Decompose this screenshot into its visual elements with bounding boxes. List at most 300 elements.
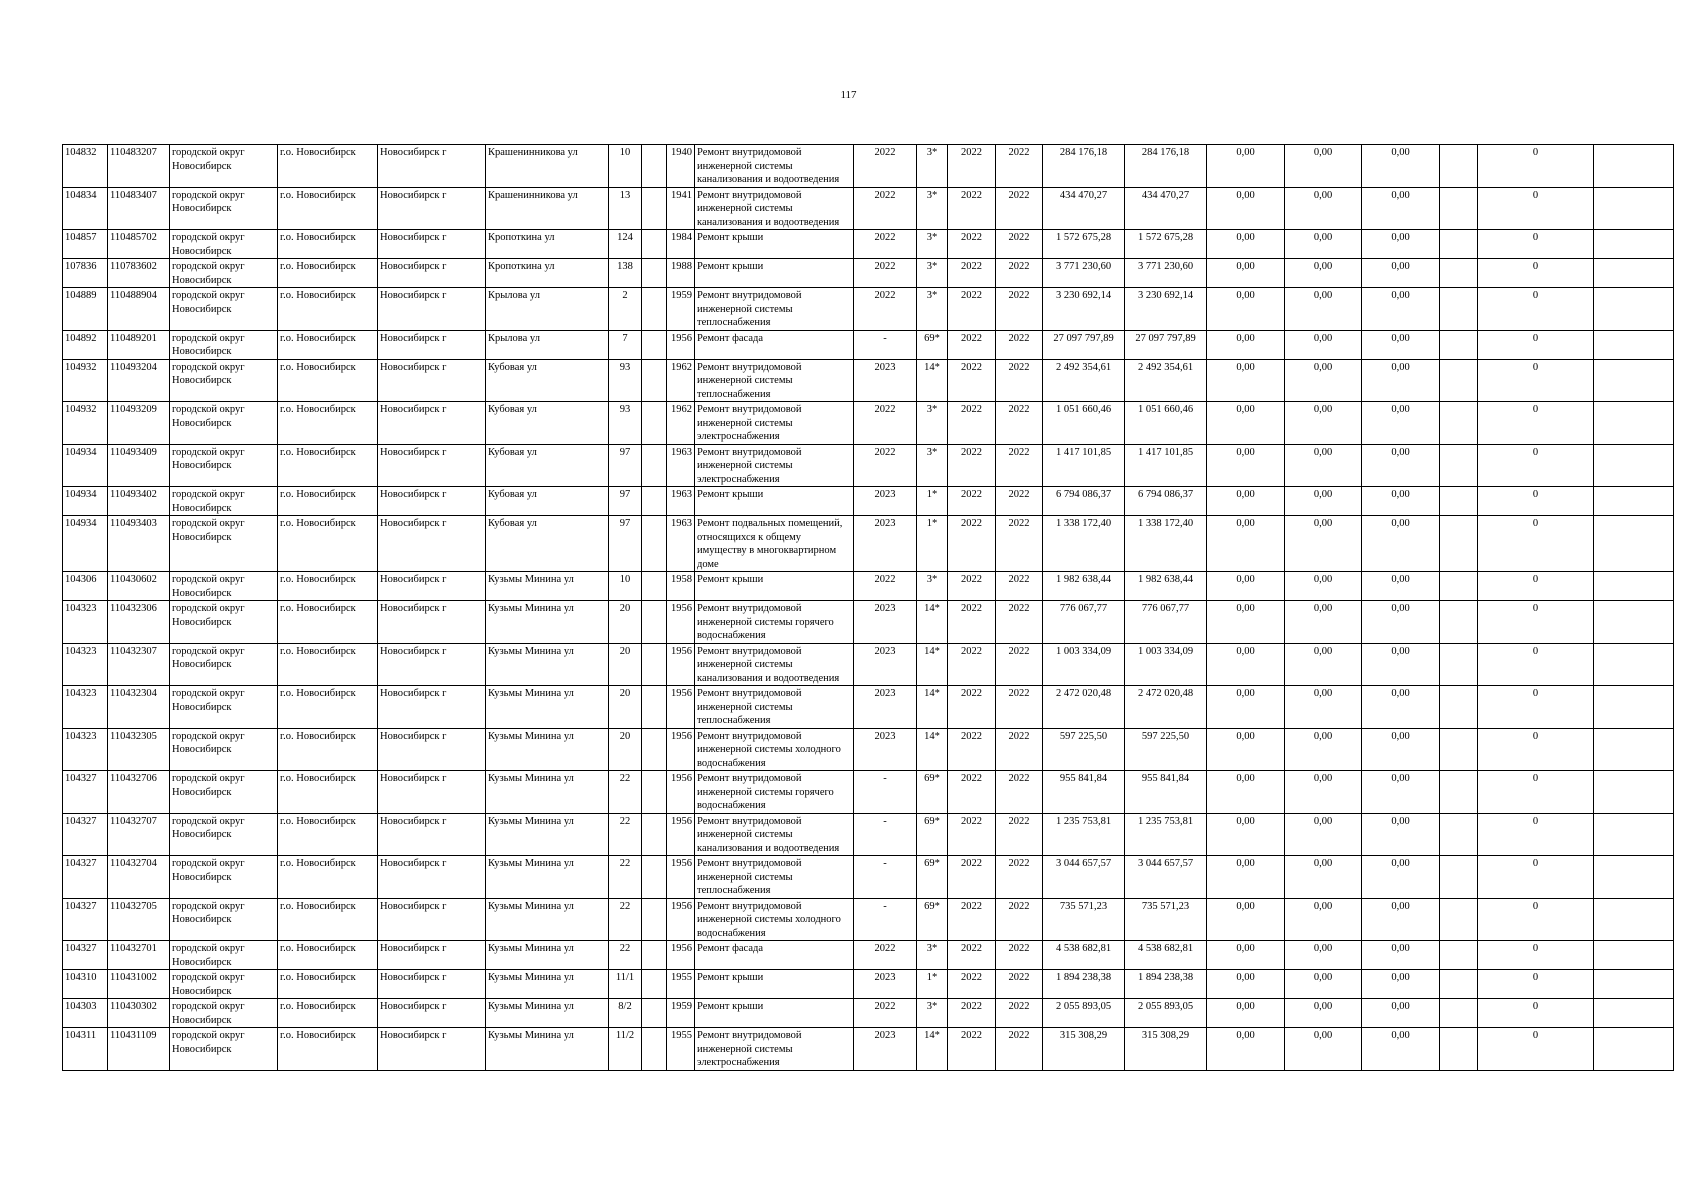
cell-end-year: 2022 — [996, 444, 1043, 487]
cell-finance-4 — [1440, 898, 1478, 941]
cell-finance-6 — [1594, 487, 1674, 516]
cell-finance-1: 0,00 — [1207, 728, 1285, 771]
cell-finance-5: 0 — [1478, 516, 1594, 572]
cell-building — [642, 145, 667, 188]
cell-plan-year: 2022 — [854, 145, 917, 188]
cell-municipality: г.о. Новосибирск — [278, 444, 378, 487]
cell-start-year: 2022 — [948, 444, 996, 487]
cell-street: Кубовая ул — [486, 487, 609, 516]
cell-settlement: Новосибирск г — [378, 643, 486, 686]
cell-finance-3: 0,00 — [1362, 898, 1440, 941]
cell-finance-5: 0 — [1478, 601, 1594, 644]
cell-plan-year: 2023 — [854, 728, 917, 771]
cell-id: 104892 — [63, 330, 108, 359]
cell-building — [642, 999, 667, 1028]
cell-year: 1955 — [667, 1028, 695, 1071]
cell-finance-5: 0 — [1478, 999, 1594, 1028]
cell-house: 93 — [609, 359, 642, 402]
cell-street: Кропоткина ул — [486, 230, 609, 259]
table-row — [63, 288, 1674, 331]
cell-year: 1956 — [667, 601, 695, 644]
cell-district: городской округ Новосибирск — [170, 601, 278, 644]
cell-finance-4 — [1440, 145, 1478, 188]
cell-house: 22 — [609, 941, 642, 970]
cell-district: городской округ Новосибирск — [170, 444, 278, 487]
cell-finance-2: 0,00 — [1285, 516, 1362, 572]
cell-id: 104323 — [63, 686, 108, 729]
cell-year: 1956 — [667, 856, 695, 899]
cell-note: 3* — [917, 572, 948, 601]
cell-finance-2: 0,00 — [1285, 487, 1362, 516]
cell-end-year: 2022 — [996, 359, 1043, 402]
cell-total-cost: 1 982 638,44 — [1043, 572, 1125, 601]
cell-finance-1: 0,00 — [1207, 898, 1285, 941]
cell-building — [642, 941, 667, 970]
cell-building — [642, 402, 667, 445]
cell-finance-3: 0,00 — [1362, 771, 1440, 814]
cell-year: 1956 — [667, 686, 695, 729]
cell-total-cost: 3 044 657,57 — [1043, 856, 1125, 899]
cell-finance-2: 0,00 — [1285, 330, 1362, 359]
cell-district: городской округ Новосибирск — [170, 813, 278, 856]
cell-finance-5: 0 — [1478, 402, 1594, 445]
cell-code: 110485702 — [108, 230, 170, 259]
cell-start-year: 2022 — [948, 145, 996, 188]
cell-note: 3* — [917, 230, 948, 259]
cell-start-year: 2022 — [948, 728, 996, 771]
cell-street: Кубовая ул — [486, 444, 609, 487]
cell-finance-5: 0 — [1478, 1028, 1594, 1071]
cell-code: 110431109 — [108, 1028, 170, 1071]
cell-finance-5: 0 — [1478, 288, 1594, 331]
table-row — [63, 898, 1674, 941]
cell-finance-4 — [1440, 601, 1478, 644]
cell-end-year: 2022 — [996, 230, 1043, 259]
cell-id: 104311 — [63, 1028, 108, 1071]
cell-end-year: 2022 — [996, 999, 1043, 1028]
cell-plan-year: - — [854, 771, 917, 814]
cell-total-cost: 2 472 020,48 — [1043, 686, 1125, 729]
table-row — [63, 145, 1674, 188]
cell-plan-year: - — [854, 898, 917, 941]
cell-district: городской округ Новосибирск — [170, 941, 278, 970]
cell-end-year: 2022 — [996, 288, 1043, 331]
cell-work-type: Ремонт крыши — [695, 999, 854, 1028]
cell-id: 104834 — [63, 187, 108, 230]
cell-settlement: Новосибирск г — [378, 1028, 486, 1071]
cell-finance-6 — [1594, 516, 1674, 572]
cell-end-year: 2022 — [996, 601, 1043, 644]
cell-street: Кузьмы Минина ул — [486, 686, 609, 729]
cell-finance-6 — [1594, 941, 1674, 970]
cell-settlement: Новосибирск г — [378, 999, 486, 1028]
cell-building — [642, 970, 667, 999]
page-number: 117 — [840, 89, 857, 101]
cell-code: 110483207 — [108, 145, 170, 188]
cell-plan-year: 2023 — [854, 686, 917, 729]
cell-note: 1* — [917, 516, 948, 572]
cell-finance-6 — [1594, 330, 1674, 359]
cell-street: Кубовая ул — [486, 516, 609, 572]
cell-house: 11/1 — [609, 970, 642, 999]
cell-code: 110432707 — [108, 813, 170, 856]
table-row — [63, 601, 1674, 644]
cell-total-cost: 2 492 354,61 — [1043, 359, 1125, 402]
cell-street: Кузьмы Минина ул — [486, 572, 609, 601]
cell-finance-4 — [1440, 643, 1478, 686]
cell-total-cost: 597 225,50 — [1043, 728, 1125, 771]
cell-year: 1956 — [667, 771, 695, 814]
cell-finance-1: 0,00 — [1207, 572, 1285, 601]
cell-finance-3: 0,00 — [1362, 288, 1440, 331]
cell-finance-2: 0,00 — [1285, 444, 1362, 487]
cell-year: 1956 — [667, 941, 695, 970]
cell-code: 110430302 — [108, 999, 170, 1028]
cell-street: Крылова ул — [486, 330, 609, 359]
cell-plan-year: 2022 — [854, 288, 917, 331]
cell-id: 104306 — [63, 572, 108, 601]
cell-district: городской округ Новосибирск — [170, 856, 278, 899]
cell-end-year: 2022 — [996, 970, 1043, 999]
cell-finance-2: 0,00 — [1285, 601, 1362, 644]
cell-finance-2: 0,00 — [1285, 771, 1362, 814]
cell-finance-1: 0,00 — [1207, 856, 1285, 899]
cell-plan-year: - — [854, 813, 917, 856]
cell-finance-4 — [1440, 402, 1478, 445]
cell-start-year: 2022 — [948, 941, 996, 970]
repair-registry-table — [62, 144, 1674, 1071]
cell-house: 7 — [609, 330, 642, 359]
cell-finance-4 — [1440, 359, 1478, 402]
table-row — [63, 516, 1674, 572]
cell-finance-6 — [1594, 187, 1674, 230]
cell-municipality: г.о. Новосибирск — [278, 999, 378, 1028]
cell-finance-2: 0,00 — [1285, 728, 1362, 771]
cell-finance-2: 0,00 — [1285, 359, 1362, 402]
cell-fund-cost: 2 492 354,61 — [1125, 359, 1207, 402]
cell-plan-year: - — [854, 856, 917, 899]
cell-id: 104323 — [63, 643, 108, 686]
cell-work-type: Ремонт крыши — [695, 259, 854, 288]
cell-district: городской округ Новосибирск — [170, 259, 278, 288]
cell-building — [642, 572, 667, 601]
cell-finance-6 — [1594, 1028, 1674, 1071]
cell-total-cost: 1 003 334,09 — [1043, 643, 1125, 686]
cell-finance-3: 0,00 — [1362, 402, 1440, 445]
cell-district: городской округ Новосибирск — [170, 402, 278, 445]
cell-finance-4 — [1440, 970, 1478, 999]
cell-year: 1984 — [667, 230, 695, 259]
cell-plan-year: 2022 — [854, 444, 917, 487]
cell-start-year: 2022 — [948, 771, 996, 814]
cell-id: 104932 — [63, 359, 108, 402]
cell-total-cost: 4 538 682,81 — [1043, 941, 1125, 970]
cell-district: городской округ Новосибирск — [170, 1028, 278, 1071]
cell-street: Кузьмы Минина ул — [486, 813, 609, 856]
cell-building — [642, 187, 667, 230]
cell-total-cost: 776 067,77 — [1043, 601, 1125, 644]
cell-finance-3: 0,00 — [1362, 516, 1440, 572]
cell-municipality: г.о. Новосибирск — [278, 572, 378, 601]
cell-building — [642, 259, 667, 288]
cell-street: Кузьмы Минина ул — [486, 643, 609, 686]
cell-finance-1: 0,00 — [1207, 516, 1285, 572]
cell-settlement: Новосибирск г — [378, 601, 486, 644]
cell-finance-4 — [1440, 187, 1478, 230]
cell-finance-4 — [1440, 487, 1478, 516]
cell-end-year: 2022 — [996, 686, 1043, 729]
cell-settlement: Новосибирск г — [378, 941, 486, 970]
cell-finance-1: 0,00 — [1207, 145, 1285, 188]
cell-finance-3: 0,00 — [1362, 813, 1440, 856]
cell-municipality: г.о. Новосибирск — [278, 487, 378, 516]
cell-start-year: 2022 — [948, 1028, 996, 1071]
cell-finance-5: 0 — [1478, 145, 1594, 188]
cell-start-year: 2022 — [948, 330, 996, 359]
cell-settlement: Новосибирск г — [378, 686, 486, 729]
cell-work-type: Ремонт внутридомовой инженерной системы канализования и водоотведения — [695, 643, 854, 686]
table-row — [63, 402, 1674, 445]
cell-end-year: 2022 — [996, 898, 1043, 941]
cell-municipality: г.о. Новосибирск — [278, 643, 378, 686]
cell-finance-6 — [1594, 856, 1674, 899]
cell-code: 110493403 — [108, 516, 170, 572]
cell-code: 110493402 — [108, 487, 170, 516]
cell-finance-4 — [1440, 259, 1478, 288]
cell-end-year: 2022 — [996, 941, 1043, 970]
cell-finance-1: 0,00 — [1207, 359, 1285, 402]
cell-plan-year: 2023 — [854, 601, 917, 644]
cell-code: 110783602 — [108, 259, 170, 288]
cell-street: Кузьмы Минина ул — [486, 728, 609, 771]
cell-finance-3: 0,00 — [1362, 487, 1440, 516]
cell-start-year: 2022 — [948, 970, 996, 999]
cell-finance-2: 0,00 — [1285, 970, 1362, 999]
cell-finance-5: 0 — [1478, 187, 1594, 230]
cell-note: 69* — [917, 813, 948, 856]
cell-finance-5: 0 — [1478, 643, 1594, 686]
cell-end-year: 2022 — [996, 487, 1043, 516]
cell-finance-6 — [1594, 145, 1674, 188]
cell-finance-4 — [1440, 941, 1478, 970]
cell-finance-2: 0,00 — [1285, 898, 1362, 941]
cell-building — [642, 516, 667, 572]
cell-fund-cost: 597 225,50 — [1125, 728, 1207, 771]
cell-year: 1956 — [667, 898, 695, 941]
cell-plan-year: 2023 — [854, 643, 917, 686]
cell-municipality: г.о. Новосибирск — [278, 259, 378, 288]
cell-house: 22 — [609, 771, 642, 814]
cell-code: 110493209 — [108, 402, 170, 445]
cell-house: 138 — [609, 259, 642, 288]
cell-year: 1963 — [667, 444, 695, 487]
cell-fund-cost: 1 572 675,28 — [1125, 230, 1207, 259]
cell-year: 1956 — [667, 813, 695, 856]
cell-fund-cost: 434 470,27 — [1125, 187, 1207, 230]
cell-year: 1962 — [667, 359, 695, 402]
cell-finance-6 — [1594, 402, 1674, 445]
cell-district: городской округ Новосибирск — [170, 288, 278, 331]
cell-street: Кропоткина ул — [486, 259, 609, 288]
table-row — [63, 330, 1674, 359]
cell-finance-3: 0,00 — [1362, 444, 1440, 487]
cell-finance-5: 0 — [1478, 813, 1594, 856]
cell-settlement: Новосибирск г — [378, 230, 486, 259]
cell-finance-1: 0,00 — [1207, 970, 1285, 999]
table-row — [63, 856, 1674, 899]
cell-note: 69* — [917, 771, 948, 814]
cell-note: 14* — [917, 643, 948, 686]
table-row — [63, 999, 1674, 1028]
cell-end-year: 2022 — [996, 330, 1043, 359]
table-row — [63, 941, 1674, 970]
cell-work-type: Ремонт подвальных помещений, относящихся к общему имуществу в многоквартирном доме — [695, 516, 854, 572]
cell-finance-1: 0,00 — [1207, 813, 1285, 856]
cell-district: городской округ Новосибирск — [170, 487, 278, 516]
cell-fund-cost: 1 051 660,46 — [1125, 402, 1207, 445]
cell-finance-6 — [1594, 601, 1674, 644]
cell-finance-3: 0,00 — [1362, 187, 1440, 230]
cell-building — [642, 1028, 667, 1071]
cell-code: 110432701 — [108, 941, 170, 970]
cell-finance-2: 0,00 — [1285, 941, 1362, 970]
cell-building — [642, 230, 667, 259]
cell-work-type: Ремонт внутридомовой инженерной системы канализования и водоотведения — [695, 145, 854, 188]
cell-municipality: г.о. Новосибирск — [278, 856, 378, 899]
cell-finance-3: 0,00 — [1362, 259, 1440, 288]
cell-district: городской округ Новосибирск — [170, 728, 278, 771]
cell-end-year: 2022 — [996, 856, 1043, 899]
cell-finance-5: 0 — [1478, 856, 1594, 899]
cell-district: городской округ Новосибирск — [170, 187, 278, 230]
cell-work-type: Ремонт крыши — [695, 230, 854, 259]
cell-fund-cost: 776 067,77 — [1125, 601, 1207, 644]
cell-id: 104832 — [63, 145, 108, 188]
cell-fund-cost: 4 538 682,81 — [1125, 941, 1207, 970]
cell-finance-6 — [1594, 572, 1674, 601]
cell-total-cost: 3 230 692,14 — [1043, 288, 1125, 331]
cell-note: 69* — [917, 330, 948, 359]
cell-finance-6 — [1594, 999, 1674, 1028]
cell-fund-cost: 955 841,84 — [1125, 771, 1207, 814]
cell-finance-5: 0 — [1478, 359, 1594, 402]
cell-finance-2: 0,00 — [1285, 187, 1362, 230]
cell-district: городской округ Новосибирск — [170, 230, 278, 259]
cell-building — [642, 359, 667, 402]
cell-note: 3* — [917, 402, 948, 445]
cell-year: 1956 — [667, 643, 695, 686]
cell-settlement: Новосибирск г — [378, 359, 486, 402]
cell-code: 110432305 — [108, 728, 170, 771]
cell-note: 3* — [917, 941, 948, 970]
cell-finance-6 — [1594, 970, 1674, 999]
cell-fund-cost: 3 771 230,60 — [1125, 259, 1207, 288]
cell-street: Крашенинникова ул — [486, 187, 609, 230]
cell-work-type: Ремонт фасада — [695, 941, 854, 970]
cell-code: 110432304 — [108, 686, 170, 729]
cell-finance-5: 0 — [1478, 941, 1594, 970]
cell-total-cost: 1 338 172,40 — [1043, 516, 1125, 572]
cell-finance-1: 0,00 — [1207, 643, 1285, 686]
cell-end-year: 2022 — [996, 1028, 1043, 1071]
cell-house: 13 — [609, 187, 642, 230]
cell-plan-year: 2022 — [854, 230, 917, 259]
cell-finance-3: 0,00 — [1362, 359, 1440, 402]
cell-house: 10 — [609, 145, 642, 188]
cell-plan-year: 2023 — [854, 487, 917, 516]
cell-work-type: Ремонт внутридомовой инженерной системы электроснабжения — [695, 402, 854, 445]
cell-code: 110493409 — [108, 444, 170, 487]
cell-note: 1* — [917, 487, 948, 516]
table-row — [63, 259, 1674, 288]
cell-settlement: Новосибирск г — [378, 813, 486, 856]
cell-end-year: 2022 — [996, 516, 1043, 572]
cell-finance-2: 0,00 — [1285, 402, 1362, 445]
cell-municipality: г.о. Новосибирск — [278, 601, 378, 644]
cell-start-year: 2022 — [948, 643, 996, 686]
cell-id: 104327 — [63, 813, 108, 856]
cell-house: 11/2 — [609, 1028, 642, 1071]
cell-street: Кубовая ул — [486, 402, 609, 445]
cell-fund-cost: 1 338 172,40 — [1125, 516, 1207, 572]
cell-plan-year: 2022 — [854, 941, 917, 970]
cell-id: 104889 — [63, 288, 108, 331]
cell-plan-year: 2023 — [854, 516, 917, 572]
cell-settlement: Новосибирск г — [378, 572, 486, 601]
table-row — [63, 444, 1674, 487]
cell-finance-3: 0,00 — [1362, 970, 1440, 999]
cell-finance-2: 0,00 — [1285, 686, 1362, 729]
cell-fund-cost: 735 571,23 — [1125, 898, 1207, 941]
cell-finance-5: 0 — [1478, 970, 1594, 999]
cell-note: 14* — [917, 728, 948, 771]
table-row — [63, 187, 1674, 230]
cell-house: 97 — [609, 487, 642, 516]
cell-municipality: г.о. Новосибирск — [278, 145, 378, 188]
cell-note: 14* — [917, 686, 948, 729]
table-row — [63, 771, 1674, 814]
cell-finance-4 — [1440, 728, 1478, 771]
cell-settlement: Новосибирск г — [378, 145, 486, 188]
table-row — [63, 487, 1674, 516]
cell-id: 104932 — [63, 402, 108, 445]
cell-total-cost: 735 571,23 — [1043, 898, 1125, 941]
cell-settlement: Новосибирск г — [378, 187, 486, 230]
cell-id: 104934 — [63, 487, 108, 516]
cell-end-year: 2022 — [996, 402, 1043, 445]
cell-year: 1956 — [667, 330, 695, 359]
cell-total-cost: 1 894 238,38 — [1043, 970, 1125, 999]
cell-work-type: Ремонт внутридомовой инженерной системы электроснабжения — [695, 1028, 854, 1071]
cell-finance-3: 0,00 — [1362, 572, 1440, 601]
cell-house: 20 — [609, 728, 642, 771]
cell-municipality: г.о. Новосибирск — [278, 288, 378, 331]
cell-settlement: Новосибирск г — [378, 898, 486, 941]
cell-building — [642, 444, 667, 487]
cell-finance-2: 0,00 — [1285, 999, 1362, 1028]
cell-fund-cost: 3 230 692,14 — [1125, 288, 1207, 331]
cell-municipality: г.о. Новосибирск — [278, 941, 378, 970]
cell-total-cost: 1 051 660,46 — [1043, 402, 1125, 445]
cell-work-type: Ремонт внутридомовой инженерной системы горячего водоснабжения — [695, 601, 854, 644]
cell-finance-1: 0,00 — [1207, 288, 1285, 331]
cell-municipality: г.о. Новосибирск — [278, 970, 378, 999]
cell-finance-4 — [1440, 686, 1478, 729]
cell-district: городской округ Новосибирск — [170, 572, 278, 601]
cell-building — [642, 686, 667, 729]
cell-house: 8/2 — [609, 999, 642, 1028]
cell-municipality: г.о. Новосибирск — [278, 686, 378, 729]
